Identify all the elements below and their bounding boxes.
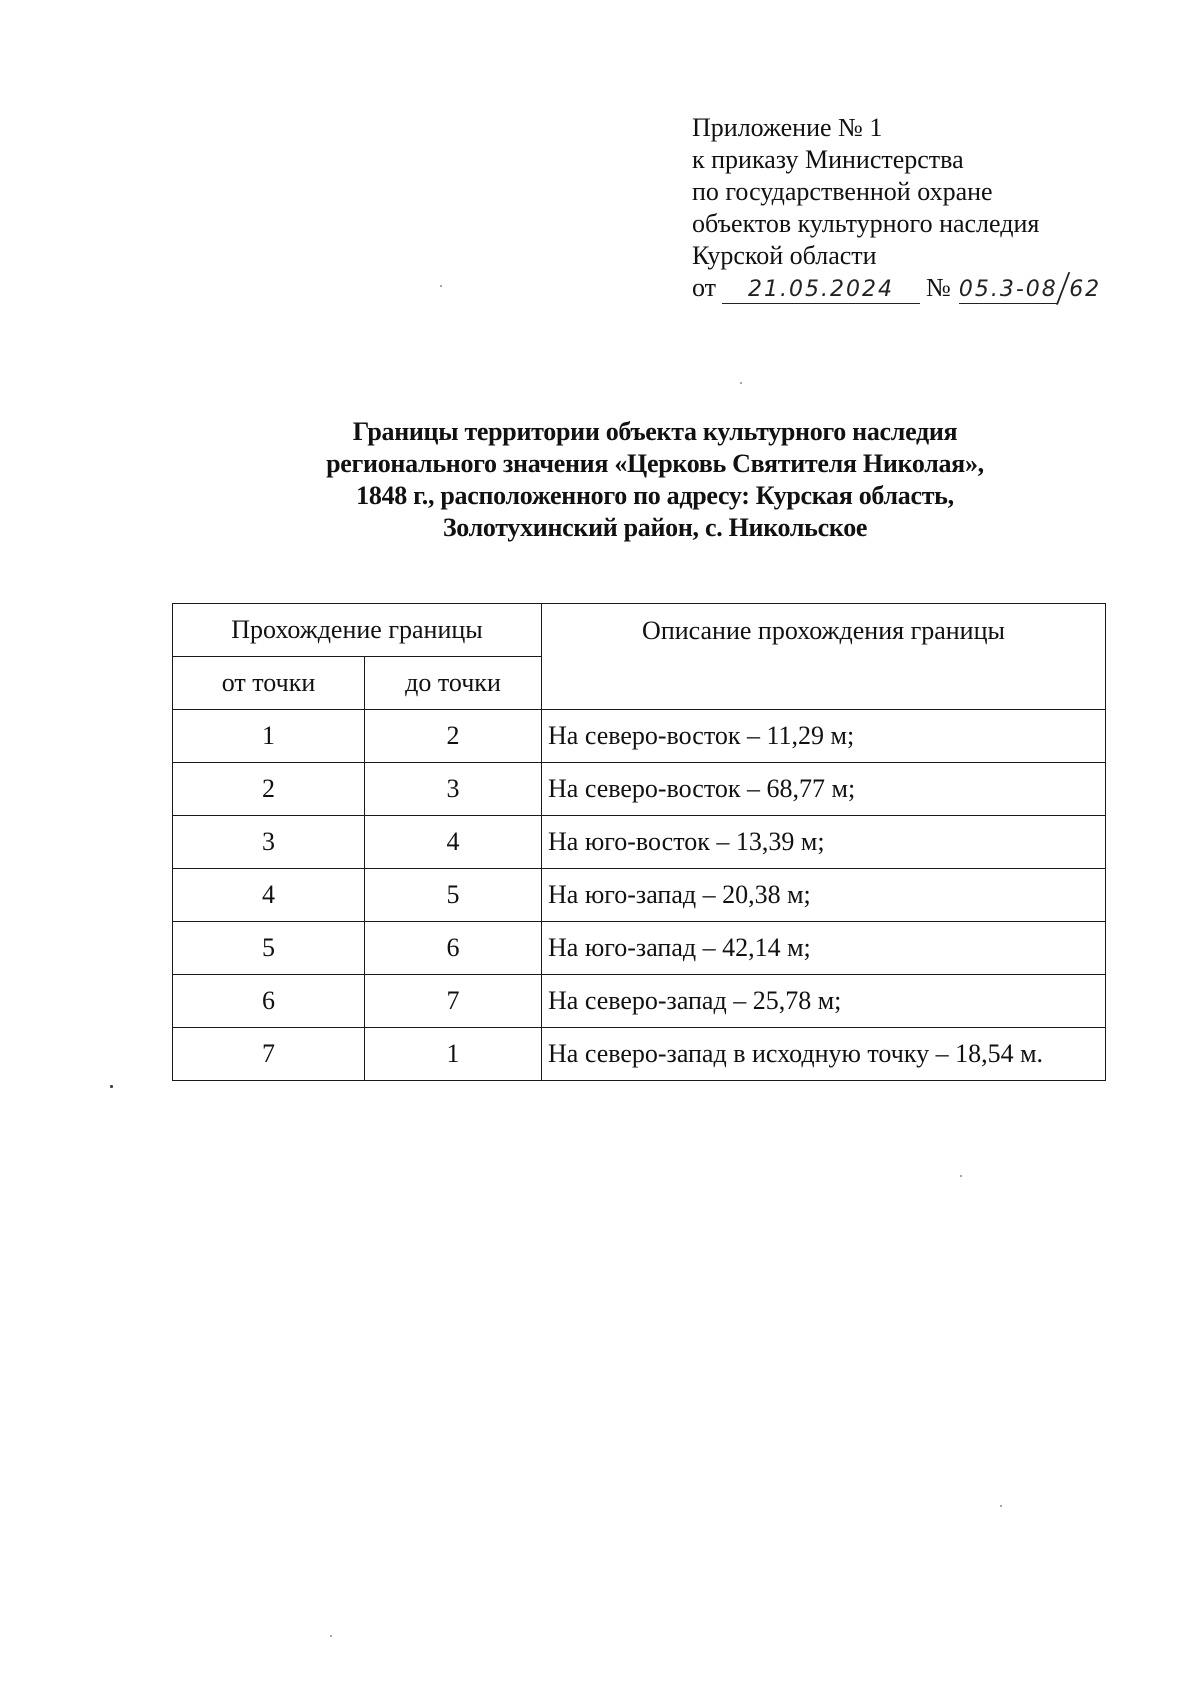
slash-mark: / <box>1056 266 1071 312</box>
header-boundary-passage: Прохождение границы <box>173 604 542 657</box>
scan-speck <box>330 1635 332 1637</box>
cell-to: 5 <box>365 869 542 922</box>
cell-to: 6 <box>365 922 542 975</box>
order-number-field <box>958 266 1102 312</box>
cell-description: На северо-запад – 25,78 м; <box>542 975 1106 1028</box>
document-title <box>0 416 1200 544</box>
cell-from: 2 <box>173 763 365 816</box>
cell-to: 3 <box>365 763 542 816</box>
cell-from: 5 <box>173 922 365 975</box>
scan-speck <box>960 1175 962 1177</box>
scan-speck <box>110 1085 113 1088</box>
order-reference <box>692 266 1102 312</box>
table-row <box>173 763 1106 816</box>
cell-description: На юго-запад – 42,14 м; <box>542 922 1106 975</box>
header-from-point: от точки <box>173 657 365 710</box>
order-date-field <box>722 275 920 304</box>
title-line: Золотухинский район, с. Никольское <box>442 513 868 542</box>
cell-from: 7 <box>173 1028 365 1081</box>
handwritten-number-suffix: 62 <box>1069 277 1102 302</box>
attachment-header <box>692 112 1102 312</box>
attachment-line: Курской области <box>692 241 877 270</box>
scan-speck <box>440 285 442 287</box>
attachment-line: Приложение № 1 <box>692 113 883 142</box>
cell-description: На юго-восток – 13,39 м; <box>542 816 1106 869</box>
cell-description: На юго-запад – 20,38 м; <box>542 869 1106 922</box>
cell-from: 4 <box>173 869 365 922</box>
header-to-point: до точки <box>365 657 542 710</box>
cell-description: На северо-восток – 11,29 м; <box>542 710 1106 763</box>
boundary-table <box>172 603 1106 1081</box>
cell-description: На северо-восток – 68,77 м; <box>542 763 1106 816</box>
scan-speck <box>740 382 742 384</box>
title-line: 1848 г., расположенного по адресу: Курская область, <box>356 481 954 510</box>
table-row <box>173 922 1106 975</box>
table-row <box>173 975 1106 1028</box>
table-row <box>173 710 1106 763</box>
attachment-line: к приказу Министерства <box>692 145 964 174</box>
table-row <box>173 816 1106 869</box>
header-description: Описание прохождения границы <box>542 604 1106 710</box>
table-row <box>173 869 1106 922</box>
cell-to: 2 <box>365 710 542 763</box>
handwritten-number: 05.3-08 <box>958 277 1058 302</box>
attachment-line: по государственной охране <box>692 177 993 206</box>
cell-from: 3 <box>173 816 365 869</box>
cell-to: 7 <box>365 975 542 1028</box>
number-label: № <box>926 273 951 302</box>
title-line: Границы территории объекта культурного наследия <box>352 417 958 446</box>
attachment-line: объектов культурного наследия <box>692 209 1040 238</box>
cell-from: 1 <box>173 710 365 763</box>
cell-description: На северо-запад в исходную точку – 18,54 м. <box>542 1028 1106 1081</box>
table-row <box>173 1028 1106 1081</box>
scan-speck <box>1000 1505 1002 1507</box>
cell-from: 6 <box>173 975 365 1028</box>
cell-to: 1 <box>365 1028 542 1081</box>
handwritten-date: 21.05.2024 <box>748 277 895 302</box>
cell-to: 4 <box>365 816 542 869</box>
title-line: регионального значения «Церковь Святителя Николая», <box>326 449 984 478</box>
date-prefix: от <box>692 273 717 302</box>
